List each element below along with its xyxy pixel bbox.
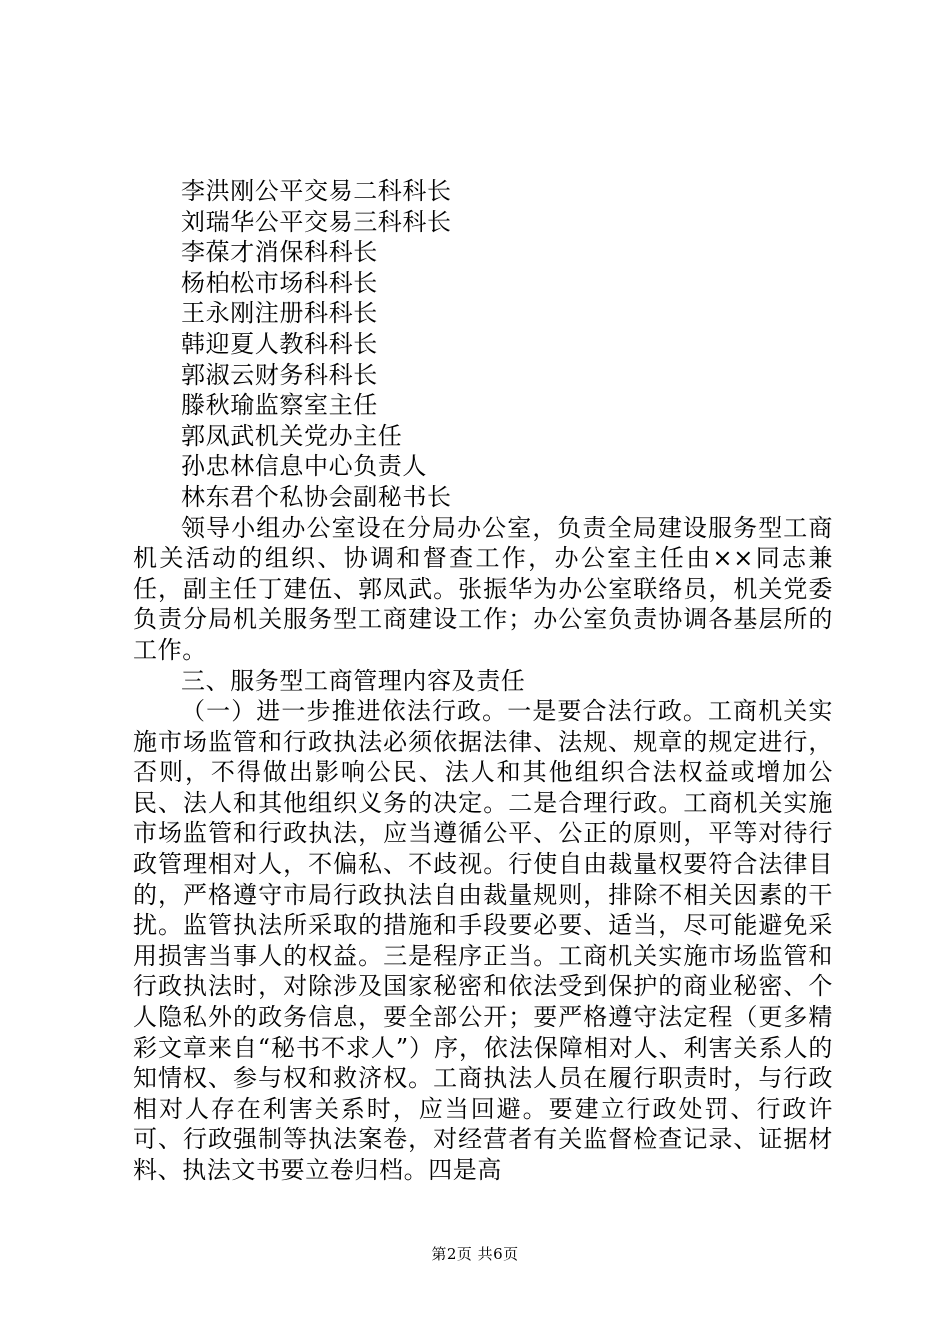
member-item: 李洪刚公平交易二科科长 [181, 177, 452, 205]
member-item: 孙忠林信息中心负责人 [181, 452, 427, 481]
page-number-footer: 第2页 共6页 [431, 1245, 519, 1263]
member-item: 杨柏松市场科科长 [181, 268, 378, 297]
member-item: 王永刚注册科科长 [181, 299, 378, 328]
law-administration-paragraph: （一）进一步推进依法行政。一是要合法行政。工商机关实施市场监管和行政执法必须依据法律、法规、规章的规定进行，否则，不得做出影响公民、法人和其他组织合法权益或增加公民、法人和其他组织义务的决定。二是合理行政。工商机关实施市场监管和行政执法，应当遵循公平、公正的原则，平等对待行政管理相对人，不偏私、不歧视。行使自由裁量权要符合法律目的，严格遵守市局行政执法自由裁量规则，排除不相关因素的干扰。监管执法所采取的措施和手段要必要、适当，尽可能避免采用损害当事人的权益。三是程序正当。工商机关实施市场监管和行政执法时，对除涉及国家秘密和依法受到保护的商业秘密、个人隐私外的政务信息，要全部公开；要严格遵守法定程（更多精彩文章来自“秘书不求人”）序，依法保障相对人、利害关系人的知情权、参与权和救济权。工商执法人员在履行职责时，与行政相对人存在利害关系时，应当回避。要建立行政处罚、行政许可、行政强制等执法案卷，对经营者有关监督检查记录、证据材料、执法文书要立卷归档。四是高 [133, 697, 833, 1184]
document-body [133, 176, 833, 1186]
body-paragraphs [133, 513, 833, 1186]
member-item: 李葆才消保科科长 [181, 238, 378, 267]
member-item: 刘瑞华公平交易三科科长 [181, 207, 452, 236]
member-item: 滕秋瑜监察室主任 [181, 391, 378, 420]
member-item: 郭淑云财务科科长 [181, 360, 378, 389]
member-item: 韩迎夏人教科科长 [181, 329, 378, 358]
member-list [133, 176, 833, 513]
office-paragraph: 领导小组办公室设在分局办公室，负责全局建设服务型工商机关活动的组织、协调和督查工作，办公室主任由××同志兼任，副主任丁建伍、郭凤武。张振华为办公室联络员，机关党委负责分局机关服务型工商建设工作；办公室负责协调各基层所的工作。 [133, 513, 833, 664]
member-item: 郭凤武机关党办主任 [181, 421, 403, 450]
member-item: 林东君个私协会副秘书长 [181, 482, 452, 511]
section-heading: 三、服务型工商管理内容及责任 [181, 666, 526, 695]
